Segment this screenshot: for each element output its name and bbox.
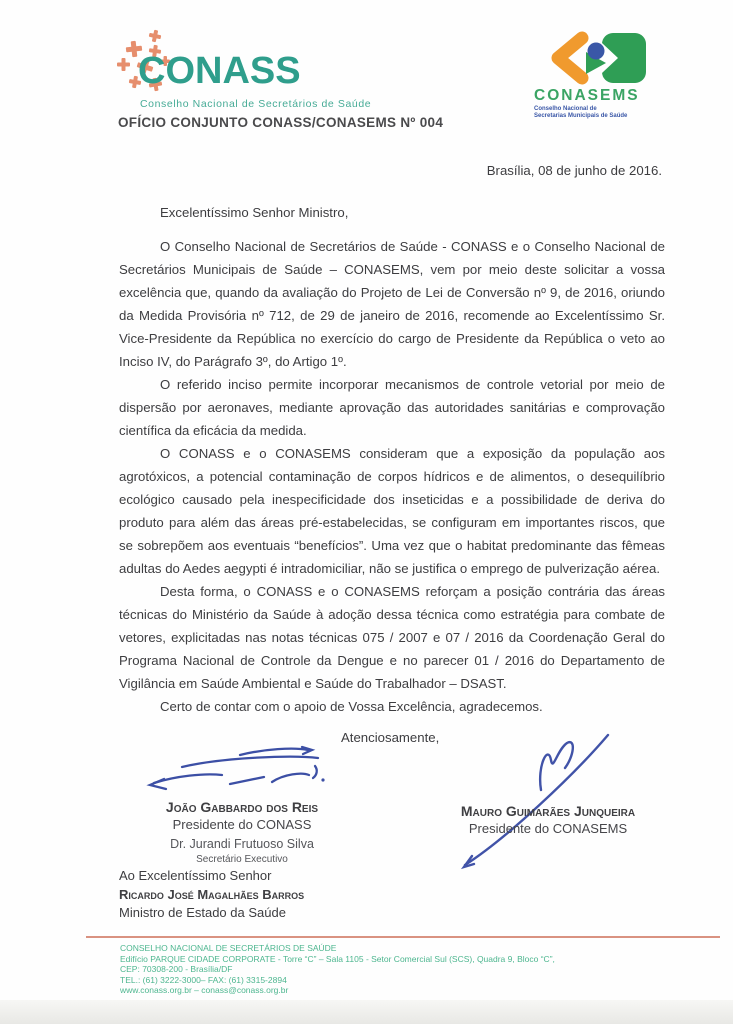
conasems-logo xyxy=(534,30,670,119)
footer-contact-block xyxy=(120,943,555,996)
paragraph-4: Desta forma, o CONASS e o CONASEMS reforçam a posição contrária das áreas técnicas do Ministério da Saúde à adoção dessa técnica como estratégia para combate de vetores, explicitadas nas notas técnicas 075 / 2007 e 07 / 2016 da Coordenação Geral do Programa Nacional de Controle da Dengue e no parecer 01 / 2016 do Departamento de Vigilância em Saúde Ambiental e Saúde do Trabalhador – DSAST. xyxy=(119,584,665,691)
conasems-tagline-line1: Conselho Nacional de xyxy=(534,106,597,112)
paragraph-5: Certo de contar com o apoio de Vossa Excelência, agradecemos. xyxy=(160,699,543,714)
addressee-line1: Ao Excelentíssimo Senhor xyxy=(119,868,272,883)
footer-phone-fax: TEL.: (61) 3222-3000– FAX: (61) 3315-2894 xyxy=(120,974,287,985)
addressee-block xyxy=(119,867,304,923)
signature-left xyxy=(122,744,362,866)
signer-left-role: Presidente do CONASS xyxy=(172,817,312,832)
signer-left-secondary-name: Dr. Jurandi Frutuoso Silva xyxy=(170,837,314,851)
salutation: Excelentíssimo Senhor Ministro, xyxy=(160,205,349,220)
conasems-logo-name: CONASEMS xyxy=(534,87,640,104)
conass-logo-tagline: Conselho Nacional de Secretários de Saúde xyxy=(140,98,372,110)
signer-right-role: Presidente do CONASEMS xyxy=(468,821,628,836)
footer-divider xyxy=(86,936,720,938)
conass-logo xyxy=(116,28,372,116)
paragraph-2: O referido inciso permite incorporar mecanismos de controle vetorial por meio de dispersão por aeronaves, mediante aprovação das autoridades sanitárias e comprovação científica da eficácia da medida. xyxy=(119,377,665,438)
addressee-role: Ministro de Estado da Saúde xyxy=(119,905,286,920)
signer-right-name: Mauro Guimarães Junqueira xyxy=(460,803,636,819)
signer-left-name: João Gabbardo dos Reis xyxy=(165,799,319,815)
footer-cep: CEP: 70308-200 - Brasília/DF xyxy=(120,964,233,975)
conasems-tagline-line2: Secretarias Municipais de Saúde xyxy=(534,113,628,119)
footer-address: Edifício PARQUE CIDADE CORPORATE - Torre “C” – Sala 1105 - Setor Comercial Sul (SCS), Quadra 9, Bloco “C”, xyxy=(120,953,555,964)
document-date: Brasília, 08 de junho de 2016. xyxy=(486,163,662,178)
signer-left-secondary-role: Secretário Executivo xyxy=(196,854,288,865)
letter-body xyxy=(119,201,665,749)
paragraph-1: O Conselho Nacional de Secretários de Saúde - CONASS e o Conselho Nacional de Secretários Municipais de Saúde – CONASEMS, vem por meio deste solicitar a vossa excelência que, quando da avaliação do Projeto de Lei de Conversão nº 9, de 2016, oriundo da Medida Provisória nº 712, de 29 de janeiro de 2016, recomende ao Excelentíssimo Sr. Vice-Presidente da República no exercício do cargo de Presidente da República o veto ao Inciso IV, do Parágrafo 3º, do Artigo 1º. xyxy=(119,239,665,369)
scan-edge-shadow xyxy=(0,1000,733,1024)
footer-web-email: www.conass.org.br – conass@conass.org.br xyxy=(120,985,289,996)
conasems-logo-tagline xyxy=(534,106,670,120)
addressee-name: Ricardo José Magalhães Barros xyxy=(119,886,305,902)
conasems-mark-icon xyxy=(544,30,654,86)
document-title: OFÍCIO CONJUNTO CONASS/CONASEMS Nº 004 xyxy=(118,115,444,130)
conass-logo-name: CONASS xyxy=(138,50,301,92)
footer-org-name: CONSELHO NACIONAL DE SECRETÁRIOS DE SAÚDE xyxy=(120,943,337,953)
closing-word: Atenciosamente, xyxy=(341,730,440,745)
left-signature-ink-icon xyxy=(142,744,342,798)
paragraph-3: O CONASS e o CONASEMS consideram que a exposição da população aos agrotóxicos, a potencial contaminação de corpos hídricos e de alimentos, o desequilíbrio ecológico causado pela inespecificidade dos inseticidas e a possibilidade de deriva do produto para além das áreas pré-estabelecidas, se configuram em importantes riscos, que se sobrepõem aos eventuais “benefícios”. Uma vez que o habitat predominante das fêmeas adultas do Aedes aegypti é intradomiciliar, não se justifica o emprego de pulverização aérea. xyxy=(119,446,665,576)
signature-right xyxy=(428,744,668,838)
